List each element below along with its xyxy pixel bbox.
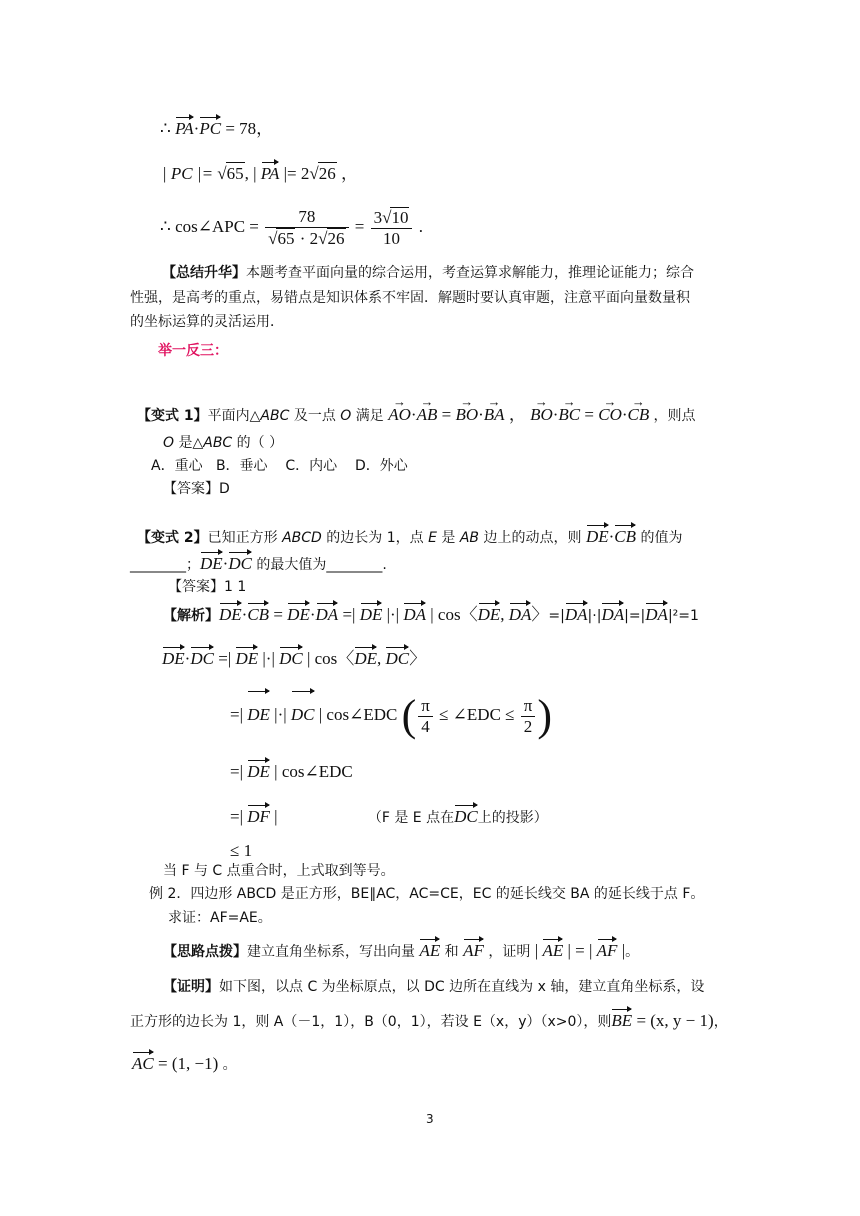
text: 正方形的边长为 1，则 A（－1，1），B（0，1），若设 E（x，y）（x>0），则	[130, 1014, 612, 1030]
analysis-line-4: =| DE | cos∠EDC	[230, 762, 353, 781]
dot-operator: ·	[193, 119, 200, 138]
vector-ac-value: = (1, −1)	[153, 1054, 219, 1073]
summary-line-2: 性强，是高考的重点，易错点是知识体系不牢固．解题时要认真审题，注意平面向量数量积	[130, 290, 690, 306]
text: 的（ ）	[232, 435, 284, 451]
example2-line-2: 求证：AF=AE。	[168, 910, 272, 926]
variant1-label: 【变式 1】	[137, 408, 208, 424]
point-o: O	[163, 435, 175, 451]
punct: ，	[256, 119, 274, 138]
side-ab: AB	[459, 530, 480, 546]
equals: =	[354, 217, 369, 236]
vector-ac: AC	[132, 1054, 154, 1073]
text: 如下图，以点 C 为坐标原点，以 DC 边所在直线为 x 轴，建立直角坐标系，设	[219, 979, 705, 995]
sqrt-symbol: √	[217, 164, 227, 183]
numerator: 3√10	[371, 207, 413, 229]
text: 及一点	[289, 408, 341, 424]
vector-pa: PA	[175, 119, 194, 138]
separator: ，	[504, 405, 531, 424]
dot-operator: ·	[552, 405, 559, 424]
sqrt-symbol: √	[309, 164, 319, 183]
equation-magnitudes	[162, 162, 358, 185]
equation-cosine	[160, 204, 423, 250]
sqrt-radicand: 26	[327, 229, 345, 249]
vector-cb: CB	[614, 527, 637, 546]
analysis-line-2: DE·DC =| DE |·| DC | cos〈DE, DC〉	[162, 649, 427, 668]
vector-af: AF	[463, 941, 484, 960]
vector-ab: → AB	[417, 404, 438, 426]
analysis-line-6: ≤ 1	[230, 841, 253, 860]
text: 平面内△	[207, 408, 261, 424]
option-c: C．内心	[285, 458, 338, 474]
fraction-pi-4: $\frac{\pi}{4}$	[418, 696, 433, 737]
text: 是△	[174, 435, 204, 451]
punct: ，	[336, 164, 358, 183]
practice-heading: 举一反三：	[158, 343, 228, 359]
text: 的值为	[636, 530, 683, 546]
projection-note: （F 是 E 点在	[367, 810, 455, 826]
equation-rhs: = 78	[225, 119, 257, 138]
answer-blank-2: ________	[326, 557, 383, 573]
dot-operator: ·	[621, 405, 628, 424]
summary-label: 【总结升华】	[162, 265, 246, 281]
vector-pc: PC	[199, 119, 222, 138]
fraction-pi-2: $\frac{\pi}{2}$	[521, 696, 536, 737]
pa-magnitude-value: |= 2	[279, 164, 310, 183]
pc-magnitude-label: | PC |=	[162, 164, 218, 183]
therefore-symbol: ∴	[160, 119, 171, 138]
equals: =	[580, 405, 599, 424]
page-number: 3	[426, 1112, 434, 1126]
equals: =	[437, 405, 456, 424]
inequality: ≤ ∠EDC ≤	[434, 705, 519, 724]
answer-value: 1 1	[224, 579, 247, 595]
variant2-answer	[168, 576, 246, 598]
vector-de: DE	[585, 527, 609, 546]
answer-label: 【答案】	[163, 481, 219, 497]
sqrt-radicand: 10	[391, 208, 409, 228]
triangle-abc: ABC	[260, 408, 290, 424]
analysis-label: 【解析】	[163, 608, 219, 624]
proof-line-2	[130, 1010, 728, 1033]
text: 的边长为 1，点	[321, 530, 429, 546]
variant1-condition	[388, 405, 653, 424]
text: ；	[186, 557, 200, 573]
vector-cb: → CB	[628, 404, 650, 426]
numerator: 78	[265, 207, 348, 228]
analysis-line-1: 【解析】DE·CB = DE·DA =| DE |·| DA | cos〈DE, DA〉=|DA|·|DA|=|DA|²=1	[163, 605, 699, 624]
vector-bo: → BO	[455, 404, 478, 426]
denominator: √65 · 2√26	[268, 229, 345, 249]
answer-value: D	[219, 481, 230, 497]
variant1-options	[151, 455, 408, 477]
text: .	[382, 557, 387, 573]
text: 是	[436, 530, 460, 546]
example2-line-1: 例 2．四边形 ABCD 是正方形，BE∥AC，AC=CE，EC 的延长线交 BA 的延长线于点 F。	[149, 886, 705, 902]
analysis-line-3: =| DE |·| DC | cos∠EDC ( $\frac{\pi}{4}$ ≤ ∠EDC ≤ $\frac{\pi}{2}$ )	[230, 691, 552, 741]
fraction-78	[265, 207, 348, 249]
analysis-expr-1: DE·CB = DE·DA =| DE |·| DA | cos〈DE, DA〉	[219, 605, 549, 624]
summary-line-3: 的坐标运算的灵活运用．	[130, 314, 284, 330]
left-paren: (	[401, 691, 417, 741]
proof-line-1	[163, 976, 704, 998]
variant2-line-1	[137, 526, 682, 549]
cos-edc: cos∠EDC	[322, 705, 398, 724]
vector-be-value: = (x, y − 1)	[632, 1011, 714, 1030]
text: ，则点	[653, 408, 696, 424]
equation-dot-product	[160, 118, 273, 140]
sqrt-radicand: 65	[277, 229, 295, 249]
right-paren: )	[537, 691, 552, 741]
point-o: O	[340, 408, 352, 424]
dot-operator: ·	[410, 405, 417, 424]
answer-label: 【答案】	[168, 579, 224, 595]
vector-ae: AE	[419, 941, 441, 960]
expr-de-cb: DE·CB	[585, 527, 637, 546]
denominator-mid: · 2	[295, 229, 319, 249]
vector-pa: PA	[260, 164, 280, 183]
proof-line-3	[132, 1053, 237, 1076]
option-d: D．外心	[354, 458, 408, 474]
analysis-line-5: =| DF | （F 是 E 点在DC上的投影）	[230, 807, 548, 826]
text: ，证明	[483, 944, 535, 960]
text: 满足	[351, 408, 389, 424]
square-abcd: ABCD	[282, 530, 322, 546]
vector-be: BE	[611, 1011, 633, 1030]
triangle-abc: ABC	[203, 435, 233, 451]
punct: 。	[218, 1057, 237, 1073]
proof-label: 【证明】	[163, 979, 219, 995]
summary-line-1	[162, 262, 694, 284]
vector-dc: DC	[228, 554, 252, 573]
denominator: 10	[383, 229, 401, 249]
variant2-label: 【变式 2】	[137, 530, 208, 546]
projection-note: 上的投影）	[477, 810, 548, 826]
sqrt-radicand: 65	[226, 164, 244, 183]
punct: ，	[713, 1014, 728, 1030]
option-a: A．重心	[151, 458, 203, 474]
answer-blank-1: ________	[130, 557, 186, 573]
variant1-line-2	[163, 432, 283, 454]
text: 边上的动点，则	[479, 530, 586, 546]
separator: , |	[244, 164, 261, 183]
text: 。	[625, 944, 640, 960]
vector-bc: → BC	[558, 404, 580, 426]
dot-operator: ·	[478, 405, 484, 424]
text: 和	[440, 944, 464, 960]
vector-ao: → AO	[388, 404, 411, 426]
analysis-line-7: 当 F 与 C 点重合时，上式取到等号。	[163, 863, 395, 879]
cosine-lhs: ∴ cos∠APC =	[160, 217, 264, 236]
hint-label: 【思路点拨】	[163, 944, 247, 960]
hint-line: 【思路点拨】建立直角坐标系，写出向量 AE 和 AF ，证明 | AE | = | AF |。	[163, 941, 640, 960]
text: 建立直角坐标系，写出向量	[247, 944, 420, 960]
option-b: B．垂心	[215, 458, 268, 474]
coefficient: 3	[373, 208, 383, 228]
fraction-result	[371, 207, 413, 249]
vector-co: → CO	[598, 404, 622, 426]
variant1-answer	[163, 478, 230, 500]
point-e: E	[428, 530, 437, 546]
punct: .	[418, 217, 423, 236]
expr-de-dc: DE·DC	[200, 554, 252, 573]
variant1-line-1	[137, 404, 696, 427]
variant2-line-2	[130, 553, 387, 576]
vector-ba: → BA	[484, 404, 505, 426]
vector-de: DE	[200, 554, 223, 573]
result-1: =1	[678, 608, 699, 624]
sqrt-radicand: 26	[318, 164, 336, 183]
text: 已知正方形	[207, 530, 283, 546]
text: 的最大值为	[251, 557, 327, 573]
summary-text: 本题考查平面向量的综合运用，考查运算求解能力，推理论证能力；综合	[246, 265, 694, 281]
vector-bo: → BO	[530, 404, 553, 426]
